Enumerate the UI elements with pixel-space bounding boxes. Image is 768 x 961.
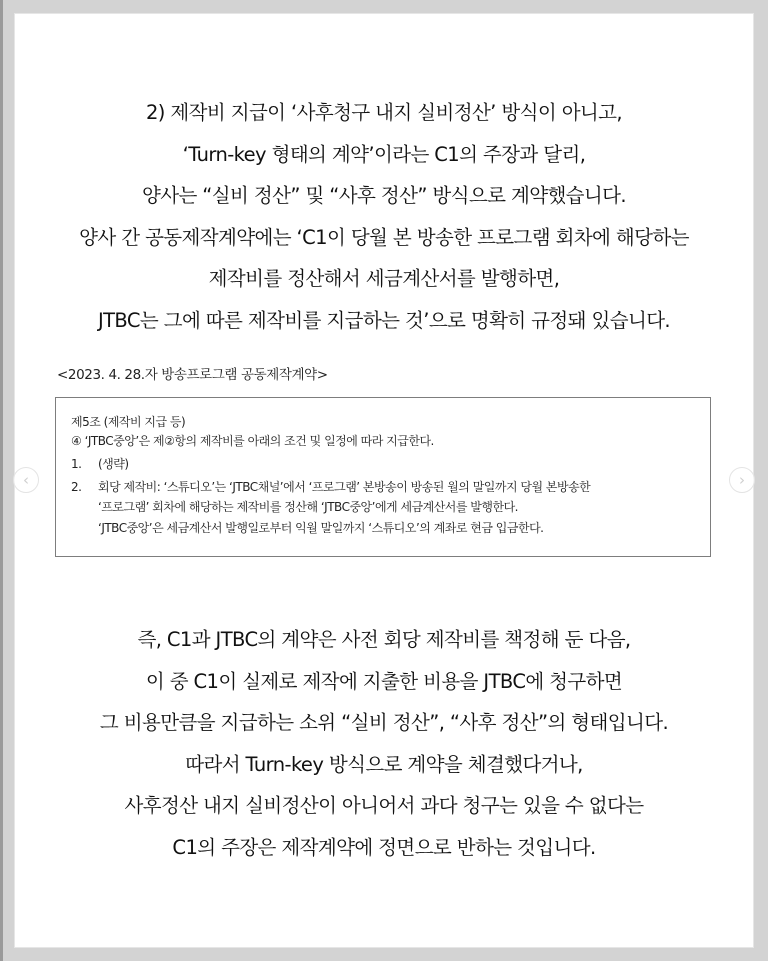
previous-slide-button[interactable] bbox=[13, 467, 39, 493]
text-line: 따라서 Turn-key 방식으로 계약을 체결했다거나, bbox=[185, 752, 583, 776]
text-line: 제작비를 정산해서 세금계산서를 발행하면, bbox=[208, 267, 560, 290]
text-line: 사후정산 내지 실비정산이 아니어서 과다 청구는 있을 수 없다는 bbox=[124, 794, 644, 817]
text-line: JTBC는 그에 따른 제작비를 지급하는 것’으로 명확히 규정돼 있습니다. bbox=[97, 308, 671, 332]
chevron-right-icon: › bbox=[739, 471, 745, 489]
text-line: 그 비용만큼을 지급하는 소위 “실비 정산”, “사후 정산”의 형태입니다. bbox=[99, 711, 669, 734]
window-edge bbox=[0, 0, 3, 961]
text-line: 양사는 “실비 정산” 및 “사후 정산” 방식으로 계약했습니다. bbox=[141, 184, 626, 207]
contract-excerpt-box bbox=[55, 397, 711, 557]
text-line: 이 중 C1이 실제로 제작에 지출한 비용을 JTBC에 청구하면 bbox=[145, 669, 623, 693]
article-clause: ④ ‘JTBC중앙’은 제②항의 제작비를 아래의 조건 및 일정에 따라 지급한다. bbox=[71, 434, 434, 448]
text-line: ‘Turn-key 형태의 계약’이라는 C1의 주장과 달리, bbox=[182, 142, 586, 166]
item-continuation: ‘JTBC중앙’은 세금계산서 발행일로부터 익월 말일까지 ‘스튜디오’의 계좌로 현금 입금한다. bbox=[98, 521, 544, 535]
section-2-text bbox=[15, 619, 753, 868]
item-number: 2. bbox=[71, 480, 82, 494]
text-line: 양사 간 공동제작계약에는 ‘C1이 당월 본 방송한 프로그램 회차에 해당하는 bbox=[79, 225, 689, 249]
item-continuation: ‘프로그램’ 회차에 해당하는 제작비를 정산해 ‘JTBC중앙’에게 세금계산서를 발행한다. bbox=[98, 500, 518, 514]
text-line: 즉, C1과 JTBC의 계약은 사전 회당 제작비를 책정해 둔 다음, bbox=[137, 628, 631, 651]
item-number: 1. bbox=[71, 457, 82, 471]
text-line: 2) 제작비 지급이 ‘사후청구 내지 실비정산’ 방식이 아니고, bbox=[145, 101, 622, 124]
article-title: 제5조 (제작비 지급 등) bbox=[71, 415, 186, 429]
document-page bbox=[15, 14, 753, 947]
chevron-left-icon: ‹ bbox=[23, 471, 29, 489]
item-text: (생략) bbox=[98, 457, 129, 471]
next-slide-button[interactable] bbox=[729, 467, 755, 493]
section-1-text bbox=[15, 92, 753, 341]
item-text: 회당 제작비: ‘스튜디오’는 ‘JTBC채널’에서 ‘프로그램’ 본방송이 방송된 월의 말일까지 당월 본방송한 bbox=[98, 480, 591, 494]
contract-caption: <2023. 4. 28.자 방송프로그램 공동제작계약> bbox=[57, 367, 328, 383]
text-line: C1의 주장은 제작계약에 정면으로 반하는 것입니다. bbox=[172, 835, 596, 859]
